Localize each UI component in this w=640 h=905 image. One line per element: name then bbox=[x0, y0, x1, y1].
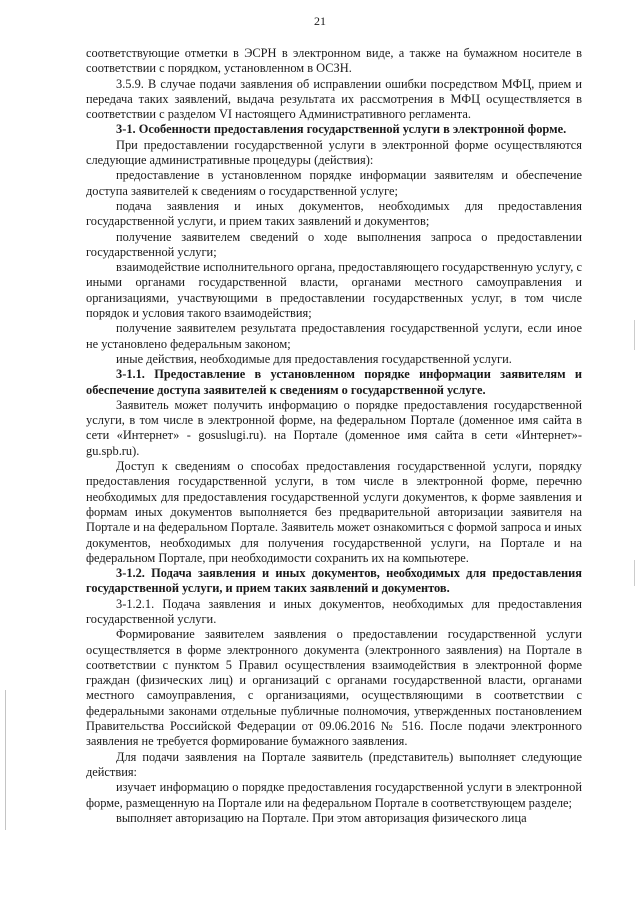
paragraph-continuation: соответствующие отметки в ЭСРН в электронном виде, а также на бумажном носителе в соответствии с порядком, установленном в ОСЗН. bbox=[86, 46, 582, 76]
document-body bbox=[86, 46, 582, 826]
paragraph-procedures-intro: При предоставлении государственной услуги в электронной форме осуществляются следующие административные процедуры (действия): bbox=[86, 137, 582, 168]
paragraph-actions-intro: Для подачи заявления на Портале заявитель (представитель) выполняет следующие действия: bbox=[86, 749, 582, 779]
section-heading-3-1: 3-1. Особенности предоставления государственной услуги в электронной форме. bbox=[116, 122, 567, 137]
action-item: выполняет авторизацию на Портале. При этом авторизация физического лица bbox=[116, 810, 527, 825]
procedure-item: получение заявителем результата предоставления государственной услуги, если иное не установлено федеральным законом; bbox=[86, 321, 582, 351]
paragraph-3-1-2-1: 3-1.2.1. Подача заявления и иных документов, необходимых для предоставления государственной услуги. bbox=[86, 596, 582, 626]
paragraph-3-5-9: 3.5.9. В случае подачи заявления об исправлении ошибки посредством МФЦ, прием и передача таких заявлений, выдача результата их рассмотрения в МФЦ осуществляется в соответствии с разделом VI настоящего Административного регламента. bbox=[86, 76, 582, 122]
paragraph-info-portal: Заявитель может получить информацию о порядке предоставления государственной услуги, в том числе в электронной форме, на федеральном Портале (доменное имя сайта в сети «Интернет» - gosuslugi.ru). на Портале (доменное имя сайта в сети «Интернет»-gu.spb.ru). bbox=[86, 397, 582, 458]
procedure-item: получение заявителем сведений о ходе выполнения запроса о предоставлении государственной услуги; bbox=[86, 229, 582, 259]
procedure-item: подача заявления и иных документов, необходимых для предоставления государственной услуги, и прием таких заявлений и документов; bbox=[86, 198, 582, 229]
procedure-item: предоставление в установленном порядке информации заявителям и обеспечение доступа заявителей к сведениям о государственной услуге; bbox=[86, 168, 582, 198]
section-heading-3-1-1: 3-1.1. Предоставление в установленном порядке информации заявителям и обеспечение доступа заявителей к сведениям о государственной услуге. bbox=[86, 367, 582, 397]
paragraph-forming-application: Формирование заявителем заявления о предоставлении государственной услуги осуществляется в форме электронного документа (электронного заявления) на Портале в соответствии с пунктом 5 Правил осуществления взаимодействия в электронной форме граждан (физических лиц) и организаций с органами государственной власти, органами местного самоуправления, с организациями, осуществляющими в соответствии с федеральными законами отдельные публичные полномочия, утвержденных постановлением Правительства Российской Федерации от 09.06.2016 № 516. После подачи электронного заявления не требуется формирование бумажного заявления. bbox=[86, 627, 582, 749]
scan-artifact-right-lower bbox=[634, 560, 635, 586]
procedure-item: иные действия, необходимые для предоставления государственной услуги. bbox=[116, 351, 512, 366]
procedure-item: взаимодействие исполнительного органа, предоставляющего государственную услугу, с иными органами государственной власти, органами местного самоуправления и организациями, участвующими в предоставлении государственных услуг, в том числе порядок и условия такого взаимодействия; bbox=[86, 260, 582, 321]
page-number: 21 bbox=[314, 14, 326, 28]
section-heading-3-1-2: 3-1.2. Подача заявления и иных документов, необходимых для предоставления государственной услуги, и прием таких заявлений и документов. bbox=[86, 566, 582, 596]
scan-artifact-left bbox=[5, 690, 6, 830]
paragraph-access: Доступ к сведениям о способах предоставления государственной услуги, порядку предоставления государственной услуги, в том числе в электронной форме, перечню необходимых для предоставления государственной услуги документов, к форме заявления и формам иных документов выполняется без предварительной авторизации заявителя на Портале и на федеральном Портале. Заявитель может ознакомиться с формой запроса и иных документов, необходимых для получения государственной услуги, на Портале и на федеральном Портале, при необходимости сохранить их на компьютере. bbox=[86, 459, 582, 565]
action-item: изучает информацию о порядке предоставления государственной услуги в электронной форме, размещенную на Портале или на федеральном Портале в соответствующем разделе; bbox=[86, 780, 582, 810]
scan-artifact-right bbox=[634, 320, 635, 350]
